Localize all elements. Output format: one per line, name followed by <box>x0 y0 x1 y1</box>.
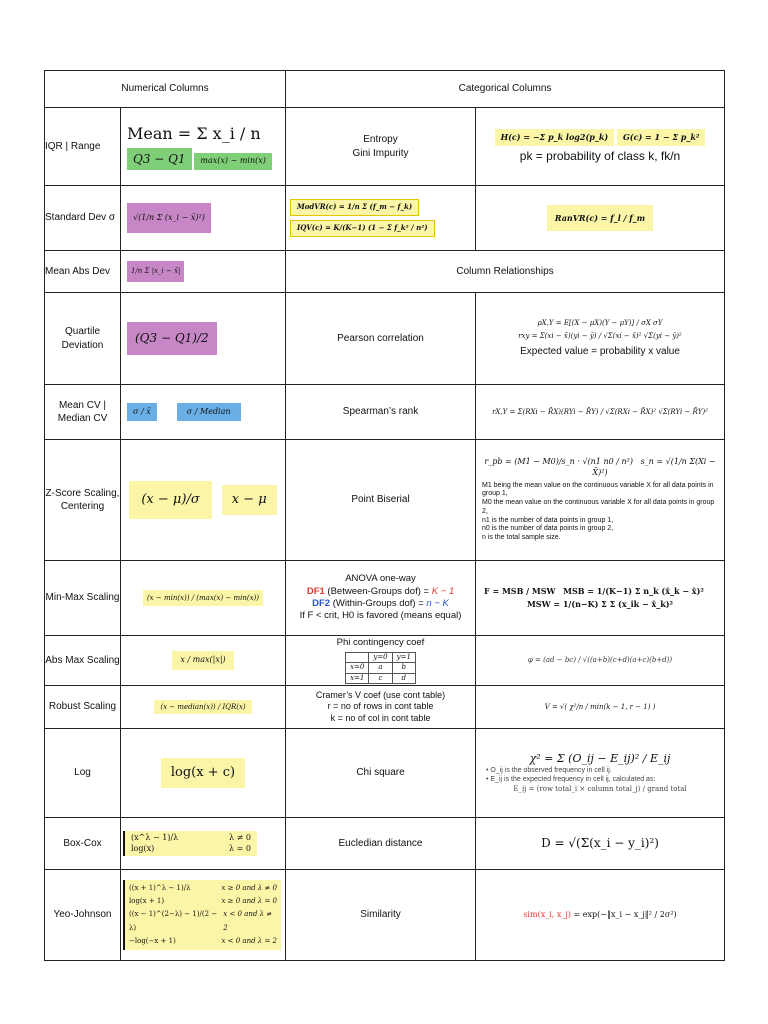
label-similarity: Similarity <box>286 870 476 961</box>
cell-ranvr-formula <box>476 186 725 251</box>
cell-absmax-formula <box>121 636 286 686</box>
anova-f: F = MSB / MSW <box>484 586 556 596</box>
header-row <box>45 71 725 108</box>
yeo-cond-4: x < 0 and λ = 2 <box>221 936 277 945</box>
cell-robust-formula <box>121 686 286 729</box>
cell-yeo-formula <box>121 870 286 961</box>
pearson-formula-1: ρX,Y = E[(X − μX)(Y − μY)] / σX σY <box>537 319 663 327</box>
yeo-case-2: log(x + 1) <box>129 897 165 906</box>
cell-mad-formula <box>121 251 286 293</box>
label-qd: Quartile Deviation <box>45 293 121 385</box>
minmax-formula: (x − min(x)) / (max(x) − min(x)) <box>143 590 263 607</box>
absmax-formula: x / max(|x|) <box>172 651 233 670</box>
yeo-cond-3: x < 0 and λ ≠ 2 <box>223 910 273 932</box>
chi-bullet-1: • O_ij is the observed frequency in cell ij. <box>486 767 612 775</box>
row-z <box>45 440 725 561</box>
euclidean-formula: D = √(Σ(x_i − y_i)²) <box>541 836 659 851</box>
formula-table <box>44 70 725 961</box>
cell-chi-square <box>476 729 725 818</box>
range-formula: max(x) − min(x) <box>194 153 271 170</box>
ct-cell: b <box>392 663 415 673</box>
entropy-formula: H(c) = −Σ p_k log2(p_k) <box>495 129 615 146</box>
chi-bullet-2: • E_ij is the expected frequency in cell ij, calculated as: <box>486 776 656 784</box>
phi-formula: φ = (ad − bc) / √((a+b)(c+d)(a+c)(b+d)) <box>527 656 673 665</box>
cell-euclidean-formula <box>476 818 725 870</box>
yeo-case-3: ((x − 1)^(2−λ) − 1)/(2 − λ) <box>129 910 218 932</box>
df1-value: K − 1 <box>431 585 455 597</box>
ct-cell: c <box>369 673 392 683</box>
expected-value-note: Expected value = probability x value <box>520 345 680 357</box>
label-gini: Gini Impurity <box>352 147 409 159</box>
mad-formula: 1/n Σ |x_i − x̄| <box>127 261 184 282</box>
chi-bullet-1-text: O_ij is the observed frequency in cell ij. <box>490 767 612 775</box>
contingency-table <box>345 652 416 684</box>
row-iqr <box>45 108 725 186</box>
anova-title: ANOVA one-way <box>345 573 416 585</box>
chi-bullet-2-text: E_ij is the expected frequency in cell ij, calculated as: <box>490 776 656 784</box>
cramer-rows-note: r = no of rows in cont table <box>327 701 434 712</box>
qd-formula: (Q3 − Q1)/2 <box>127 322 217 354</box>
label-entropy: Entropy <box>363 134 398 145</box>
cv-formula: σ / x̄ <box>127 403 157 422</box>
cell-cramer-text <box>286 686 476 729</box>
label-iqr: IQR | Range <box>45 108 121 186</box>
yeo-cond-2: x ≥ 0 and λ = 0 <box>221 897 277 906</box>
df1-label: DF1 <box>306 585 325 597</box>
label-absmax: Abs Max Scaling <box>45 636 121 686</box>
df1-line <box>288 586 473 598</box>
pk-note: pk = probability of class k, fk/n <box>519 148 681 163</box>
header-relationships: Column Relationships <box>286 251 725 293</box>
row-log <box>45 729 725 818</box>
row-absmax <box>45 636 725 686</box>
cell-qd-formula <box>121 293 286 385</box>
label-boxcox: Box-Cox <box>45 818 121 870</box>
std-formula: √(1/n Σ (x_i − x̄)²) <box>127 203 211 234</box>
ct-cell: y=1 <box>392 652 415 662</box>
boxcox-cond-2: λ = 0 <box>229 843 251 853</box>
cell-boxcox-formula <box>121 818 286 870</box>
centering-formula: x − μ <box>222 485 277 515</box>
pb-note-1: M1 being the mean value on the continuous variable X for all data points in group 1, <box>482 481 714 498</box>
boxcox-case-2: log(x) <box>131 843 155 853</box>
df2-text: (Within-Groups dof) = <box>332 598 424 609</box>
iqv-formula: IQV(c) = K/(K−1) (1 − Σ f_k² / n²) <box>290 220 435 237</box>
iqr-formula: Q3 − Q1 <box>127 148 192 170</box>
cell-log-formula <box>121 729 286 818</box>
log-formula: log(x + c) <box>161 758 245 788</box>
cell-minmax-formula <box>121 561 286 636</box>
similarity-name: sim(x_i, x_j) <box>523 909 571 919</box>
cell-similarity-formula <box>476 870 725 961</box>
cramer-title: Cramer’s V coef (use cont table) <box>315 690 446 701</box>
label-point-biserial: Point Biserial <box>286 440 476 561</box>
yeo-cond-1: x ≥ 0 and λ ≠ 0 <box>221 883 277 892</box>
anova-f-formula <box>484 585 716 598</box>
anova-msw: MSW = 1/(n−K) Σ Σ (x_ik − x̄_k)² <box>526 599 674 609</box>
row-cv <box>45 385 725 440</box>
gini-formula: G(c) = 1 − Σ p_k² <box>617 129 705 146</box>
pb-note-2: M0 the mean value on the continuous variable X for all data points in group 2, <box>482 499 715 515</box>
boxcox-cond-1: λ ≠ 0 <box>229 832 251 842</box>
cell-entropy-labels <box>286 108 476 186</box>
label-minmax: Min-Max Scaling <box>45 561 121 636</box>
df2-label: DF2 <box>312 598 331 609</box>
robust-formula: (x − median(x)) / IQR(x) <box>154 700 251 715</box>
label-pearson: Pearson correlation <box>286 293 476 385</box>
anova-msb: MSB = 1/(K−1) Σ n_k (x̄_k − x̄)² <box>563 586 704 596</box>
cell-pearson-formula <box>476 293 725 385</box>
cell-phi-title <box>286 636 476 686</box>
header-categorical: Categorical Columns <box>286 71 725 108</box>
spearman-formula: rX,Y = Σ(RXi − R̄X)(RYi − R̄Y) / √Σ(RXi − R̄X)² √Σ(RYi − R̄Y)² <box>492 407 708 416</box>
cell-phi-formula <box>476 636 725 686</box>
row-boxcox <box>45 818 725 870</box>
cell-anova-text <box>286 561 476 636</box>
cell-anova-formulas <box>476 561 725 636</box>
pb-note-3: n1 is the number of data points in group 1, <box>482 516 614 524</box>
ct-cell: a <box>369 663 392 673</box>
cell-iqr-formulas <box>121 108 286 186</box>
ct-cell: x=0 <box>346 663 369 673</box>
row-robust <box>45 686 725 729</box>
fcrit-note: If F < crit, H0 is favored (means equal) <box>299 610 462 622</box>
cell-std-formula <box>121 186 286 251</box>
chi-formula: χ² = Σ (O_ij − E_ij)² / E_ij <box>529 752 671 766</box>
ranvr-formula: RanVR(c) = f_l / f_m <box>547 205 653 232</box>
pb-note-4: n0 is the number of data points in group 2, <box>482 525 614 533</box>
label-cv: Mean CV | Median CV <box>45 385 121 440</box>
cell-cv-formulas <box>121 385 286 440</box>
phi-title: Phi contingency coef <box>336 636 425 648</box>
cramer-formula: V = √( χ²/n / min(k − 1, r − 1) ) <box>544 702 656 711</box>
row-qd <box>45 293 725 385</box>
cell-entropy-formulas <box>476 108 725 186</box>
label-mad: Mean Abs Dev <box>45 251 121 293</box>
label-spearman: Spearman’s rank <box>286 385 476 440</box>
similarity-formula <box>476 910 724 921</box>
pearson-formula-2: rxy = Σ(xi − x̄)(yi − ȳ) / √Σ(xi − x̄)² √Σ(yi − ȳ)² <box>518 331 682 340</box>
yeo-case-1: ((x + 1)^λ − 1)/λ <box>129 883 191 892</box>
header-numerical: Numerical Columns <box>45 71 286 108</box>
row-mad <box>45 251 725 293</box>
zscore-formula: (x − μ)/σ <box>129 481 211 519</box>
similarity-expression: = exp(−‖x_i − x_j‖² / 2σ²) <box>573 909 677 919</box>
mean-formula: Mean = Σ x_i / n <box>127 123 261 143</box>
point-biserial-formula: r_pb = (M1 − M0)/s_n · √(n1 n0 / n²) s_n = √(1/n Σ(Xi − X̄)²) <box>484 457 716 477</box>
cell-spearman-formula <box>476 385 725 440</box>
expected-frequency-formula: E_ij = (row total_i × column total_j) / grand total <box>513 784 687 793</box>
cell-variation-formulas <box>286 186 476 251</box>
cramer-cols-note: k = no of col in cont table <box>330 712 431 723</box>
row-minmax <box>45 561 725 636</box>
ct-cell: x=1 <box>346 673 369 683</box>
row-std <box>45 186 725 251</box>
cell-cramer-formula <box>476 686 725 729</box>
label-z: Z-Score Scaling, Centering <box>45 440 121 561</box>
cell-z-formulas <box>121 440 286 561</box>
median-cv-formula: σ / Median <box>177 403 241 422</box>
label-std: Standard Dev σ <box>45 186 121 251</box>
label-robust: Robust Scaling <box>45 686 121 729</box>
yeo-case-4: −log(−x + 1) <box>129 936 176 945</box>
cell-point-biserial <box>476 440 725 561</box>
label-yeo: Yeo-Johnson <box>45 870 121 961</box>
cheat-sheet <box>44 70 724 960</box>
df2-line <box>288 598 473 610</box>
label-log: Log <box>45 729 121 818</box>
df1-text: (Between-Groups dof) = <box>327 585 430 597</box>
ct-cell <box>346 652 369 662</box>
label-chi-square: Chi square <box>286 729 476 818</box>
row-yeo <box>45 870 725 961</box>
pb-note-5: n is the total sample size. <box>482 534 561 542</box>
boxcox-case-1: (x^λ − 1)/λ <box>131 832 179 842</box>
modvr-formula: ModVR(c) = 1/n Σ (f_m − f_k) <box>290 199 419 216</box>
ct-cell: y=0 <box>369 652 392 662</box>
label-euclidean: Eucledian distance <box>286 818 476 870</box>
df2-value: n − K <box>426 598 449 609</box>
ct-cell: d <box>392 673 415 683</box>
